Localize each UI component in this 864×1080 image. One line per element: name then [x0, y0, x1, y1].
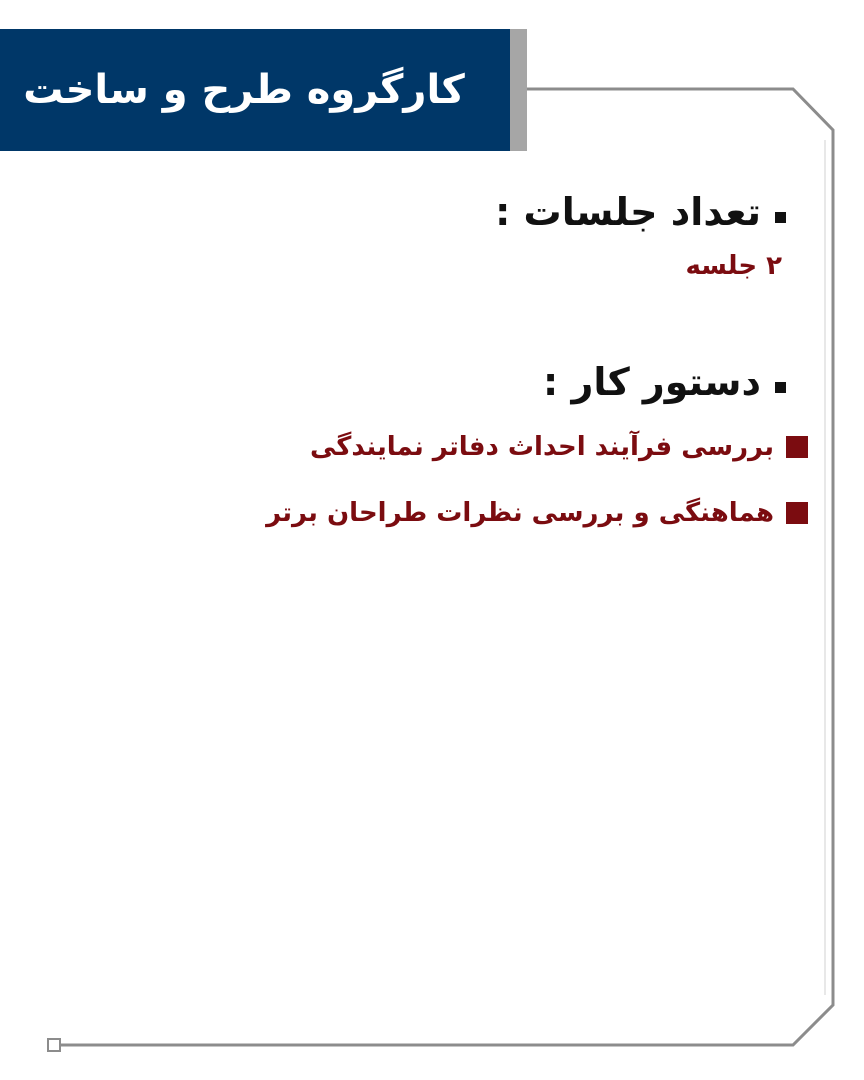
agenda-heading — [543, 360, 786, 404]
title-banner-shadow — [510, 29, 527, 151]
sessions-count: ۲ جلسه — [685, 251, 782, 281]
agenda-item-label: بررسی فرآیند احداث دفاتر نمایندگی — [309, 432, 774, 462]
square-connector-icon — [48, 1039, 60, 1051]
square-bullet-icon — [775, 382, 786, 393]
square-bullet-icon — [786, 436, 808, 458]
square-bullet-icon — [775, 212, 786, 223]
agenda-item — [310, 432, 808, 462]
sessions-heading — [495, 190, 786, 234]
page-title: کارگروه طرح و ساخت — [23, 67, 465, 113]
sessions-heading-label: تعداد جلسات : — [495, 190, 761, 234]
agenda-item-label: هماهنگی و بررسی نظرات طراحان برتر — [266, 498, 774, 528]
agenda-item — [266, 498, 808, 528]
square-bullet-icon — [786, 502, 808, 524]
agenda-heading-label: دستور کار : — [543, 360, 761, 404]
title-banner — [0, 29, 510, 151]
